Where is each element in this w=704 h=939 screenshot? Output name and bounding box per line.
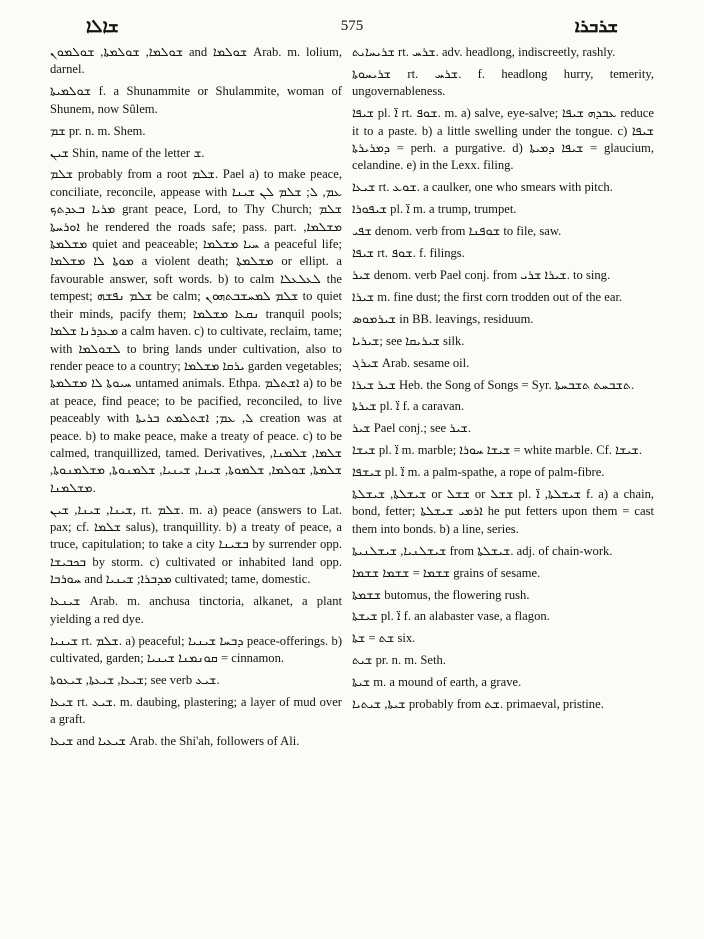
entry-peaceful: ܫܝܢܝܐ rt. ܫܠܡ. a) peaceful; ܕܒܚܐ ܫܝܢܝܐ peace-offerings. b) cultivated, garden; ܩܘܢܡܢܐ ܫܝܢܝܐ = cinnamon. [50, 633, 343, 665]
entry-salve: ܫܝܦܐ pl. ܐ̈ rt. ܫܘܦ. m. a) salve, eye-salve; ܥܒܕܗ ܫܝܦܐ reduce it to a paste. b) a little swelling under the tongue. c) ܫܝܦܐ ܕܡܪܝܪܬܐ = perh. a purgative. d) ܫܝܦܐ ܕܡܝܬܐ = glaucium, celandine. e) in the Lexx. filing. [352, 106, 654, 173]
entry-sesame-grains: ܫܫܡܐ = ܫܫܡܐ ܫܫܡܐ grains of sesame. [352, 565, 541, 580]
entry-filings: ܫܝܦܐ rt. ܫܘܦ. f. filings. [352, 246, 465, 261]
entry-chain-work: ܫܝܫܠܢܝܐ, ܫܝܫܠܢܝܬܐ from ܫܝܫܠܬܐ. adj. of chain-work. [352, 543, 613, 558]
entry-caulker: ܫܝܥܐ rt. ܫܘܥ. a caulker, one who smears with pitch. [352, 180, 613, 195]
entry-daubing: ܫܝܥܐ rt. ܫܝܥ. m. daubing, plastering; a layer of mud over a graft. [50, 694, 342, 727]
entry-fine-dust: ܫܝܪܐ m. fine dust; the first corn trodden out of the ear. [352, 289, 623, 304]
entry-headlong-adv: ܫܪܝܚܐܝܬ rt. ܫܪܚ. adv. headlong, indiscreetly, rashly. [352, 45, 616, 59]
entry-flowering-rush: ܫܫܡܬܐ butomus, the flowering rush. [352, 587, 530, 602]
right-column [352, 44, 654, 718]
entry-see-verb: ܫܝܥܐ, ܫܝܥܬܐ, ܫܝܥܘܬܐ; see verb ܫܝܥ. [50, 672, 220, 687]
entry-shulma: ܫܘܠܡܐ, ܫܘܠܡܬܐ, ܫܘܠܡܘܢ and ܫܘܠܡܐ Arab. m. lolium, darnel. [50, 45, 342, 77]
entry-chain: ܫܝܫܠܬܐ, ܫܝܫܠܬܐ or ܫܫܠ or ܫܫܠ pl. ܫܝܫܠܬܐ, ܐ̈ f. a) a chain, bond, fetter; ܐܪܡܝ ܫܝܫܠܬܐ he put fetters upon them = cast them into bonds. b) a line, series. [352, 487, 655, 536]
entry-alkanet: ܫܝܢܥܐ Arab. m. anchusa tinctoria, alkanet, a plant yielding a red dye. [50, 594, 342, 626]
entry-six: ܫܬ = ܫܬܐ six. [352, 631, 416, 646]
entry-shiah: ܫܝܥܐ and ܫܝܥܝܐ Arab. the Shi'ah, followers of Ali. [50, 734, 300, 749]
entry-primaeval: ܫܝܬܐ, ܫܝܬܝܐ probably from ܫܬ. primaeval, pristine. [352, 697, 604, 712]
entry-shulamite: ܫܘܠܡܝܬܐ f. a Shunammite or Shulammite, woman of Shunem, now Sûlem. [50, 84, 342, 116]
entry-trumpet: ܫܝܦܘܪܐ pl. ܐ̈ m. a trump, trumpet. [352, 202, 517, 217]
entry-temerity: ܫܪܝܚܘܬܐ rt. ܫܪܚ. f. headlong hurry, temerity, ungovernableness. [352, 66, 654, 99]
page-header [50, 14, 654, 40]
left-column [50, 44, 342, 755]
entry-shaina: ܫܝܢܐ, ܫܝܢܐ, ܫܝܢ, rt. ܫܠܡ. m. a) peace (answers to Lat. pax; cf. ܫܠܡܐ salus), tranquillity. b) a treaty of peace, a truce, capitulation; to take a city ܒܫܝܢܐ by surrender opp. ܒܟܒܝܫܐ by storm. c) cultivated or inhabited land opp. ܚܘܪܒܐ and ܡܕܒܪܐ; ܫܝܢܝܐ cultivated; tame, domestic. [50, 502, 342, 587]
entry-shin: ܫܝܢ Shin, name of the letter ܫ. [50, 145, 205, 160]
entry-grave: ܫܝܬܐ m. a mound of earth, a grave. [352, 675, 522, 690]
entry-sing: ܫܝܪ denom. verb Pael conj. from ܫܝܪܐ ܫܪܝ. to sing. [352, 267, 611, 282]
entry-caravan: ܫܝܪܬܐ pl. ܐ̈ f. a caravan. [352, 399, 465, 414]
page-number: 575 [340, 18, 364, 34]
entry-palm-spathe: ܫܝܫܦܐ pl. ܐ̈ m. a palm-spathe, a rope of palm-fibre. [352, 465, 605, 480]
entry-file-saw: ܫܦܝ denom. verb from ܫܘܦܢܐ to file, saw. [352, 224, 562, 239]
entry-pael-see: ܫܝܪ Pael conj.; see ܫܝܪ. [352, 421, 472, 436]
entry-alabaster: ܫܝܫܬܐ pl. ܐ̈ f. an alabaster vase, a flagon. [352, 609, 550, 624]
entry-silk: ܫܝܪܝܐ; see ܫܝܪܝܩܐ silk. [352, 333, 465, 348]
entry-shem: ܫܡ pr. n. m. Shem. [50, 123, 146, 138]
entry-seth: ܫܝܬ pr. n. m. Seth. [352, 653, 446, 668]
left-guide-word: ܫܐܠܐ [86, 16, 119, 36]
entry-residuum: ܫܝܪܡܘܣ in BB. leavings, residuum. [352, 311, 534, 326]
entry-marble: ܫܝܫܐ pl. ܐ̈ m. marble; ܫܝܫܐ ܚܘܪܐ = white marble. Cf. ܫܝܫܐ. [352, 443, 642, 458]
right-guide-word: ܫܪܒܪܐ [574, 16, 618, 36]
entry-shlam-verb: ܫܠܡ probably from a root ܫܠܡ. Pael a) to make peace, conciliate, reconcile, appease with ܥܡ, ܠ; ܫܠܡ ܠܢ ܫܝܢܐ ܡܪܝܐ ܒܥܕܬܟ grant peace, Lord, to Thy Church; ܫܠܡ ܐܘܪܚܬܐ he rendered the roads safe; pass. part. ܡܫܠܡܐ, ܡܫܠܡܬܐ quiet and peaceable; ܚܝܐ ܡܫܠܡܐ a peaceful life; ܡܘܬܐ ܠܐ ܡܫܠܡܐ a violent death; ܡܫܠܡܬܐ or ellipt. a favourable answer, soft words. b) to calm ܠܥܠܥܠܐ the tempest; ܫܠܡ ܢܦܫܗ be calm; ܫܠܡ ܠܡܚܫܒܬܗܘܢ to quiet their minds, pacify them; ܢܩܥܐ ܡܫܠܡܐ tranquil pools; ܡܥܕܪܢܐ ܫܠܡܐ a calm haven. c) to cultivate, reclaim, tame; with ܠܫܘܠܡܐ to bring lands under cultivation, also to render peace to a country; ܝܪܩܐ ܡܫܠܡܐ garden vegetables; ܚܝܘܬܐ ܠܐ ܡܫܠܡܬܐ untamed animals. Ethpa. ܐܫܬܠܡ a) to be at peace, find peace; to be pacified, reconciled, to live peaceably with ܠ, ܥܡ; ܐܫܬܠܡܬ ܒܪܝܬܐ creation was at peace. b) to make peace, make a treaty of peace. c) to be calmed, tranquillized, tamed. Derivatives, ܫܠܡܐ, ܫܠܡܢܐ, ܫܠܡܬܐ, ܫܘܠܡܐ, ܫܠܡܘܬܐ, ܫܝܢܐ, ܫܝܢܝܐ, ܫܠܡܢܘܬܐ, ܡܫܠܡܢܘܬܐ, ܡܫܠܡܢܐ. [50, 167, 343, 495]
entry-song-of-songs: ܫܝܪ ܫܝܪܐ Heb. the Song of Songs = Syr. ܬܫܒܚܬ ܬܫܒܚܬܐ. [352, 377, 635, 392]
entry-sesame-oil: ܫܝܪܓ Arab. sesame oil. [352, 355, 470, 370]
